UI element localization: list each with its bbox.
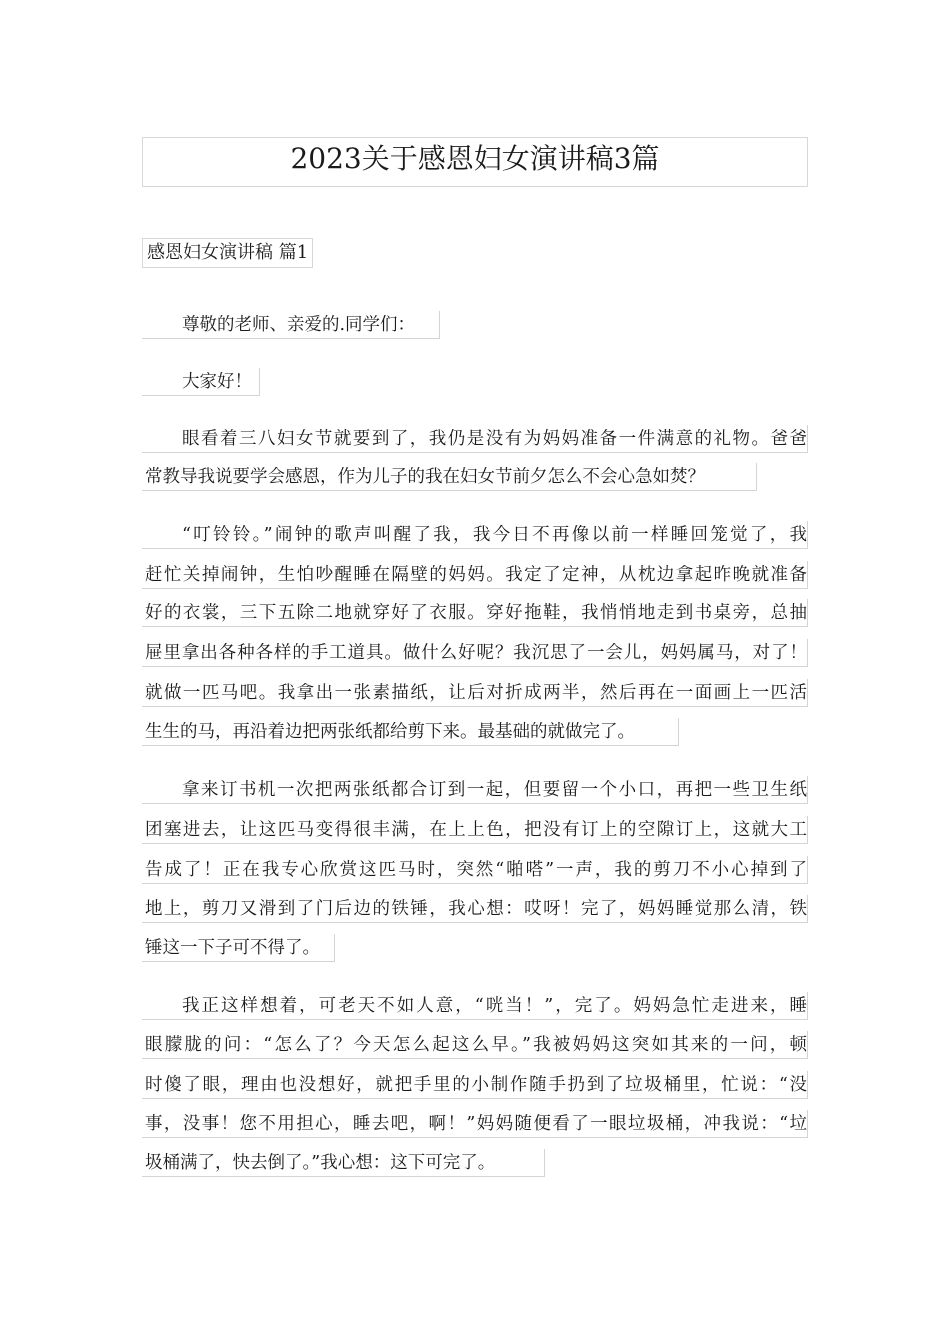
paragraph-line: 尊敬的老师、亲爱的.同学们： (142, 311, 440, 339)
paragraph-line: 眼看着三八妇女节就要到了，我仍是没有为妈妈准备一件满意的礼物。爸爸 (142, 425, 808, 453)
paragraph-line: 生生的马，再沿着边把两张纸都给剪下来。最基础的就做完了。 (142, 718, 679, 746)
document-title: 2023关于感恩妇女演讲稿3篇 (142, 137, 808, 187)
paragraph-line: “叮铃铃。”闹钟的歌声叫醒了我，我今日不再像以前一样睡回笼觉了，我 (142, 521, 808, 549)
paragraph-line: 地上，剪刀又滑到了门后边的铁锤，我心想：哎呀！完了，妈妈睡觉那么清，铁 (142, 895, 808, 923)
paragraph-line: 时傻了眼，理由也没想好，就把手里的小制作随手扔到了垃圾桶里，忙说：“没 (142, 1071, 808, 1099)
paragraph-line: 事，没事！您不用担心，睡去吧，啊！”妈妈随便看了一眼垃圾桶，冲我说：“垃 (142, 1110, 808, 1138)
paragraph-line: 屉里拿出各种各样的手工道具。做什么好呢？我沉思了一会儿，妈妈属马，对了！ (142, 639, 808, 667)
paragraph-line: 眼朦胧的问：“怎么了？今天怎么起这么早。”我被妈妈这突如其来的一问，顿 (142, 1031, 808, 1059)
paragraph-line: 团塞进去，让这匹马变得很丰满，在上上色，把没有订上的空隙订上，这就大工 (142, 816, 808, 844)
section-heading: 感恩妇女演讲稿 篇1 (142, 238, 313, 268)
paragraph-line: 圾桶满了，快去倒了。”我心想：这下可完了。 (142, 1149, 545, 1177)
paragraph-line: 大家好！ (142, 368, 260, 396)
paragraph-line: 我正这样想着，可老天不如人意，“咣当！”，完了。妈妈急忙走进来，睡 (142, 992, 808, 1020)
paragraph-line: 锤这一下子可不得了。 (142, 934, 335, 962)
paragraph-line: 告成了！正在我专心欣赏这匹马时，突然“啪嗒”一声，我的剪刀不小心掉到了 (142, 856, 808, 884)
paragraph-line: 拿来订书机一次把两张纸都合订到一起，但要留一个小口，再把一些卫生纸 (142, 776, 808, 804)
paragraph-line: 常教导我说要学会感恩，作为儿子的我在妇女节前夕怎么不会心急如焚？ (142, 463, 757, 491)
paragraph-line: 赶忙关掉闹钟，生怕吵醒睡在隔壁的妈妈。我定了定神，从枕边拿起昨晚就准备 (142, 561, 808, 589)
paragraph-line: 好的衣裳，三下五除二地就穿好了衣服。穿好拖鞋，我悄悄地走到书桌旁，总抽 (142, 599, 808, 627)
paragraph-line: 就做一匹马吧。我拿出一张素描纸，让后对折成两半，然后再在一面画上一匹活 (142, 679, 808, 707)
